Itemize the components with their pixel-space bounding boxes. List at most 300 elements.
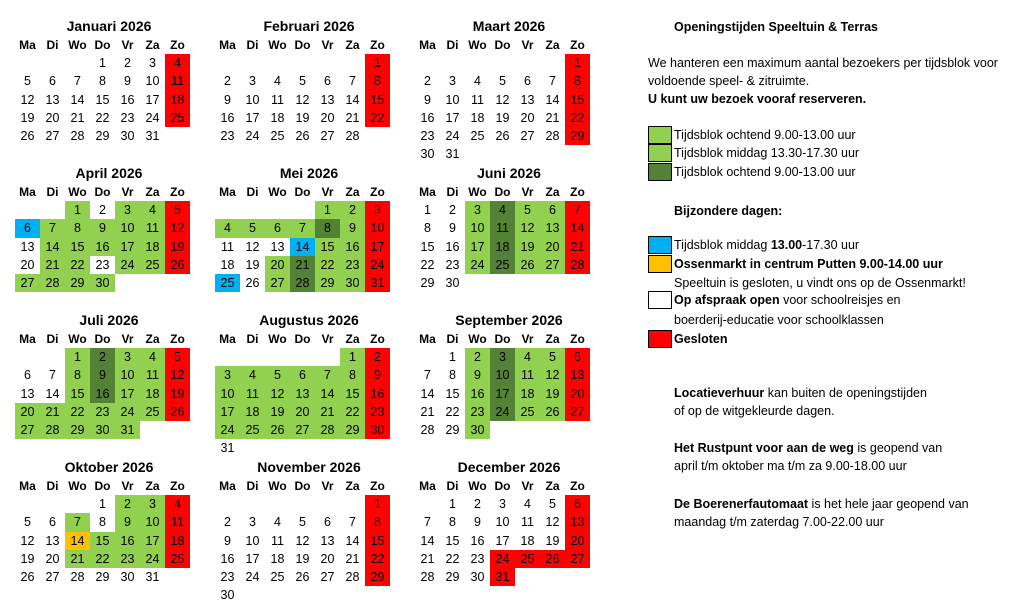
day-cell: 13 [45,533,60,548]
weekday-label: Do [94,332,111,346]
weekday-header [15,477,193,495]
day-cell: 4 [165,54,190,72]
empty-cell [65,54,90,72]
day-cell: 15 [65,238,90,256]
day-cell: 23 [445,257,460,272]
empty-cell [15,54,40,72]
weekday-label: Di [246,38,259,52]
weekday-label: Ma [219,185,236,199]
day-cell: 24 [245,129,260,144]
legend-swatch-green [648,126,672,144]
legend-swatch-white [648,291,672,309]
day-cell: 3 [249,74,256,89]
weekday-label: Wo [268,38,287,52]
weekday-label: Vr [321,185,334,199]
day-cell: 1 [99,497,106,511]
day-cell: 27 [45,570,60,585]
day-cell: 8 [449,368,456,383]
day-cell: 1 [365,54,390,72]
day-cell: 5 [299,515,306,530]
day-cell: 20 [45,551,60,566]
day-cell: 9 [340,219,365,237]
info-title: Openingstijden Speeltuin & Terras [674,20,878,34]
day-cell: 30 [445,276,460,291]
day-cell: 26 [295,570,310,585]
day-cell: 7 [565,201,590,219]
day-cell: 13 [565,366,590,384]
day-cell: 2 [124,56,131,70]
day-cell: 19 [265,403,290,421]
day-grid [15,495,193,586]
month-title: Oktober 2026 [64,459,154,475]
weekday-label: Za [345,479,360,493]
day-cell: 18 [490,238,515,256]
day-cell: 6 [324,515,331,530]
day-cell: 22 [365,550,390,568]
weekday-label: Zo [370,479,385,493]
special-heading: Bijzondere dagen: [674,204,783,218]
weekday-label: Ma [219,479,236,493]
day-cell: 2 [224,74,231,89]
weekday-label: Zo [170,185,185,199]
day-cell: 16 [90,385,115,403]
day-cell: 26 [20,570,35,585]
day-cell: 14 [45,386,60,401]
day-cell: 5 [499,74,506,89]
day-cell: 1 [449,497,456,511]
weekday-header [15,36,193,54]
day-cell: 22 [90,550,115,568]
day-cell: 3 [465,201,490,219]
day-cell: 28 [345,129,360,144]
empty-cell [440,54,465,72]
weekday-label: Do [294,332,311,346]
day-cell: 25 [270,570,285,585]
legend-label: Tijdsblok ochtend 9.00-13.00 uur [674,165,856,179]
day-cell: 22 [65,256,90,274]
day-cell: 29 [65,274,90,292]
day-cell: 3 [140,495,165,513]
weekday-label: Za [545,185,560,199]
day-cell: 25 [515,403,540,421]
day-cell: 1 [424,203,431,217]
day-cell: 14 [420,386,435,401]
weekday-label: Vr [521,479,534,493]
day-cell: 6 [24,368,31,383]
day-cell: 19 [545,533,560,548]
day-cell: 19 [295,110,310,125]
weekday-label: Wo [68,479,87,493]
empty-cell [215,201,240,219]
month-title: November 2026 [257,459,361,475]
day-grid [15,54,193,145]
weekday-label: Za [145,185,160,199]
day-cell: 4 [274,74,281,89]
day-cell: 25 [515,550,540,568]
weekday-label: Ma [419,479,436,493]
day-cell: 8 [365,72,390,90]
day-cell: 3 [115,348,140,366]
day-cell: 28 [70,129,85,144]
day-cell: 19 [515,238,540,256]
weekday-label: Wo [268,332,287,346]
weekday-label: Do [94,185,111,199]
day-cell: 12 [20,533,35,548]
day-cell: 29 [445,423,460,438]
month-calendar [415,310,593,439]
day-cell: 13 [320,92,335,107]
day-cell: 7 [424,515,431,530]
weekday-label: Wo [268,185,287,199]
empty-cell [340,54,365,72]
day-cell: 17 [145,92,160,107]
day-cell: 8 [99,515,106,530]
day-cell: 31 [145,129,160,144]
day-cell: 17 [140,532,165,550]
weekday-label: Do [94,38,111,52]
day-cell: 9 [224,92,231,107]
day-cell: 8 [315,219,340,237]
day-cell: 26 [295,129,310,144]
day-cell: 28 [345,570,360,585]
day-cell: 20 [320,110,335,125]
empty-cell [215,348,240,366]
day-cell: 13 [290,385,315,403]
day-cell: 17 [215,403,240,421]
day-cell: 4 [215,219,240,237]
day-cell: 25 [165,109,190,127]
day-cell: 17 [245,551,260,566]
weekday-header [215,477,393,495]
day-cell: 20 [20,257,35,272]
day-cell: 27 [15,274,40,292]
empty-cell [490,54,515,72]
weekday-label: Vr [121,332,134,346]
day-cell: 5 [549,497,556,511]
day-cell: 23 [220,570,235,585]
day-cell: 30 [120,570,135,585]
day-cell: 12 [20,92,35,107]
day-cell: 21 [420,551,435,566]
day-cell: 22 [565,109,590,127]
day-grid [415,348,593,439]
day-cell: 17 [495,533,510,548]
intro-line: We hanteren een maximum aantal bezoekers per tijdsblok voor voldoende speel- & zitruimte. [648,56,998,88]
day-cell: 16 [220,551,235,566]
empty-cell [15,348,40,366]
day-cell: 27 [565,403,590,421]
day-cell: 17 [465,238,490,256]
day-cell: 3 [149,56,156,70]
day-cell: 3 [215,366,240,384]
day-cell: 28 [420,570,435,585]
day-cell: 14 [565,219,590,237]
month-calendar [15,16,193,145]
day-cell: 1 [340,348,365,366]
day-cell: 12 [265,385,290,403]
day-cell: 4 [140,348,165,366]
day-cell: 26 [265,421,290,439]
day-cell: 26 [495,129,510,144]
day-cell: 24 [115,403,140,421]
day-cell: 5 [165,348,190,366]
day-cell: 1 [365,495,390,513]
day-cell: 1 [99,56,106,70]
day-cell: 22 [315,256,340,274]
day-cell: 18 [270,551,285,566]
day-cell: 3 [115,201,140,219]
day-cell: 2 [115,495,140,513]
day-cell: 5 [24,515,31,530]
day-cell: 10 [365,219,390,237]
day-cell: 10 [115,219,140,237]
rustpunt-note: Het Rustpunt voor aan de weg is geopend van april t/m oktober ma t/m za 9.00-18.00 uur [674,441,943,473]
weekday-label: Di [446,185,459,199]
day-cell: 31 [145,570,160,585]
day-cell: 18 [240,403,265,421]
empty-cell [265,348,290,366]
day-cell: 3 [449,74,456,89]
day-cell: 3 [490,348,515,366]
day-cell: 2 [90,348,115,366]
day-cell: 12 [165,219,190,237]
day-cell: 20 [45,110,60,125]
day-cell: 17 [445,110,460,125]
day-cell: 30 [220,588,235,603]
day-cell: 13 [45,92,60,107]
day-cell: 2 [424,74,431,89]
day-cell: 5 [299,74,306,89]
day-cell: 15 [315,238,340,256]
day-cell: 7 [290,219,315,237]
empty-cell [40,495,65,513]
weekday-label: Zo [370,38,385,52]
day-cell: 10 [115,366,140,384]
weekday-label: Wo [468,185,487,199]
empty-cell [515,54,540,72]
day-cell: 14 [40,238,65,256]
weekday-label: Di [46,38,59,52]
month-calendar [415,457,593,586]
day-cell: 26 [245,276,260,291]
day-cell: 16 [420,110,435,125]
day-cell: 10 [215,385,240,403]
day-cell: 26 [540,550,565,568]
day-cell: 31 [490,568,515,586]
empty-cell [40,201,65,219]
month-title: December 2026 [457,459,561,475]
day-cell: 30 [90,421,115,439]
month-calendar [15,457,193,586]
weekday-header [415,183,593,201]
day-cell: 15 [445,386,460,401]
day-cell: 5 [24,74,31,89]
weekday-label: Do [294,479,311,493]
weekday-label: Zo [170,479,185,493]
day-cell: 27 [540,256,565,274]
weekday-label: Za [545,479,560,493]
weekday-label: Do [494,332,511,346]
day-cell: 27 [565,550,590,568]
day-cell: 21 [345,551,360,566]
reserve-line: U kunt uw bezoek vooraf reserveren. [648,92,867,106]
day-cell: 12 [545,515,560,530]
month-title: Augustus 2026 [259,312,359,328]
day-cell: 18 [520,533,535,548]
weekday-label: Di [46,332,59,346]
day-cell: 10 [445,92,460,107]
day-grid [215,495,393,605]
weekday-label: Di [246,332,259,346]
weekday-label: Za [345,185,360,199]
day-cell: 22 [340,403,365,421]
empty-cell [315,54,340,72]
day-cell: 24 [145,110,160,125]
day-cell: 15 [365,532,390,550]
weekday-label: Za [345,38,360,52]
day-cell: 29 [95,570,110,585]
day-cell: 19 [245,257,260,272]
day-cell: 22 [365,109,390,127]
weekday-label: Ma [219,332,236,346]
day-cell: 20 [15,403,40,421]
day-cell: 13 [270,239,285,254]
day-cell: 18 [270,110,285,125]
empty-cell [290,495,315,513]
day-cell: 3 [365,201,390,219]
day-cell: 10 [465,219,490,237]
weekday-label: Ma [19,332,36,346]
empty-cell [15,495,40,513]
empty-cell [240,201,265,219]
day-cell: 18 [140,238,165,256]
day-cell: 25 [240,421,265,439]
weekday-label: Ma [19,479,36,493]
day-cell: 16 [470,533,485,548]
day-cell: 15 [365,91,390,109]
weekday-label: Do [494,185,511,199]
day-cell: 9 [90,366,115,384]
day-cell: 13 [565,513,590,531]
empty-cell [265,201,290,219]
weekday-label: Vr [121,185,134,199]
day-cell: 11 [240,385,265,403]
weekday-label: Di [46,185,59,199]
day-cell: 8 [565,72,590,90]
day-cell: 22 [420,257,435,272]
day-cell: 22 [95,110,110,125]
day-cell: 30 [470,570,485,585]
day-grid [15,201,193,292]
day-cell: 9 [465,366,490,384]
day-cell: 31 [365,274,390,292]
day-cell: 11 [221,239,234,254]
day-cell: 29 [340,421,365,439]
day-cell: 23 [340,256,365,274]
day-cell: 18 [515,385,540,403]
weekday-label: Ma [419,332,436,346]
day-cell: 29 [565,127,590,145]
day-cell: 17 [115,385,140,403]
day-cell: 25 [215,274,240,292]
weekday-label: Za [145,332,160,346]
day-cell: 24 [365,256,390,274]
day-cell: 10 [245,533,260,548]
day-cell: 10 [140,513,165,531]
day-cell: 7 [549,74,556,89]
day-cell: 21 [565,238,590,256]
day-cell: 26 [165,403,190,421]
month-calendar [15,310,193,439]
month-title: Juni 2026 [477,165,541,181]
weekday-label: Do [294,185,311,199]
day-cell: 6 [290,366,315,384]
empty-cell [315,348,340,366]
day-cell: 16 [120,92,135,107]
day-cell: 14 [420,533,435,548]
day-cell: 8 [365,513,390,531]
day-cell: 11 [471,92,484,107]
day-cell: 19 [165,238,190,256]
empty-cell [240,495,265,513]
day-cell: 21 [345,110,360,125]
weekday-label: Wo [468,479,487,493]
day-cell: 28 [40,421,65,439]
day-cell: 5 [515,201,540,219]
day-cell: 16 [465,385,490,403]
month-calendar [215,457,393,605]
day-cell: 24 [115,256,140,274]
day-cell: 9 [224,533,231,548]
day-cell: 10 [495,515,510,530]
weekday-label: Wo [268,479,287,493]
day-cell: 17 [115,238,140,256]
day-cell: 15 [420,239,435,254]
day-cell: 24 [245,570,260,585]
weekday-label: Do [94,479,111,493]
day-cell: 12 [515,219,540,237]
month-calendar [215,310,393,458]
day-cell: 24 [445,129,460,144]
empty-cell [215,495,240,513]
legend-swatch-orange [648,255,672,273]
weekday-label: Za [145,479,160,493]
day-grid [415,201,593,292]
day-cell: 28 [70,570,85,585]
day-cell: 2 [99,203,106,217]
weekday-label: Zo [170,332,185,346]
day-cell: 23 [90,403,115,421]
day-cell: 12 [540,366,565,384]
weekday-label: Di [246,479,259,493]
day-cell: 17 [365,238,390,256]
day-cell: 7 [349,74,356,89]
day-cell: 27 [265,274,290,292]
day-grid [15,348,193,439]
intro-text [648,54,1018,108]
day-cell: 28 [290,274,315,292]
day-cell: 23 [220,129,235,144]
weekday-label: Do [494,38,511,52]
day-cell: 26 [20,129,35,144]
day-cell: 12 [165,366,190,384]
day-cell: 4 [274,515,281,530]
day-cell: 15 [65,385,90,403]
day-cell: 12 [495,92,510,107]
day-cell: 16 [365,385,390,403]
weekday-header [215,330,393,348]
day-cell: 6 [524,74,531,89]
